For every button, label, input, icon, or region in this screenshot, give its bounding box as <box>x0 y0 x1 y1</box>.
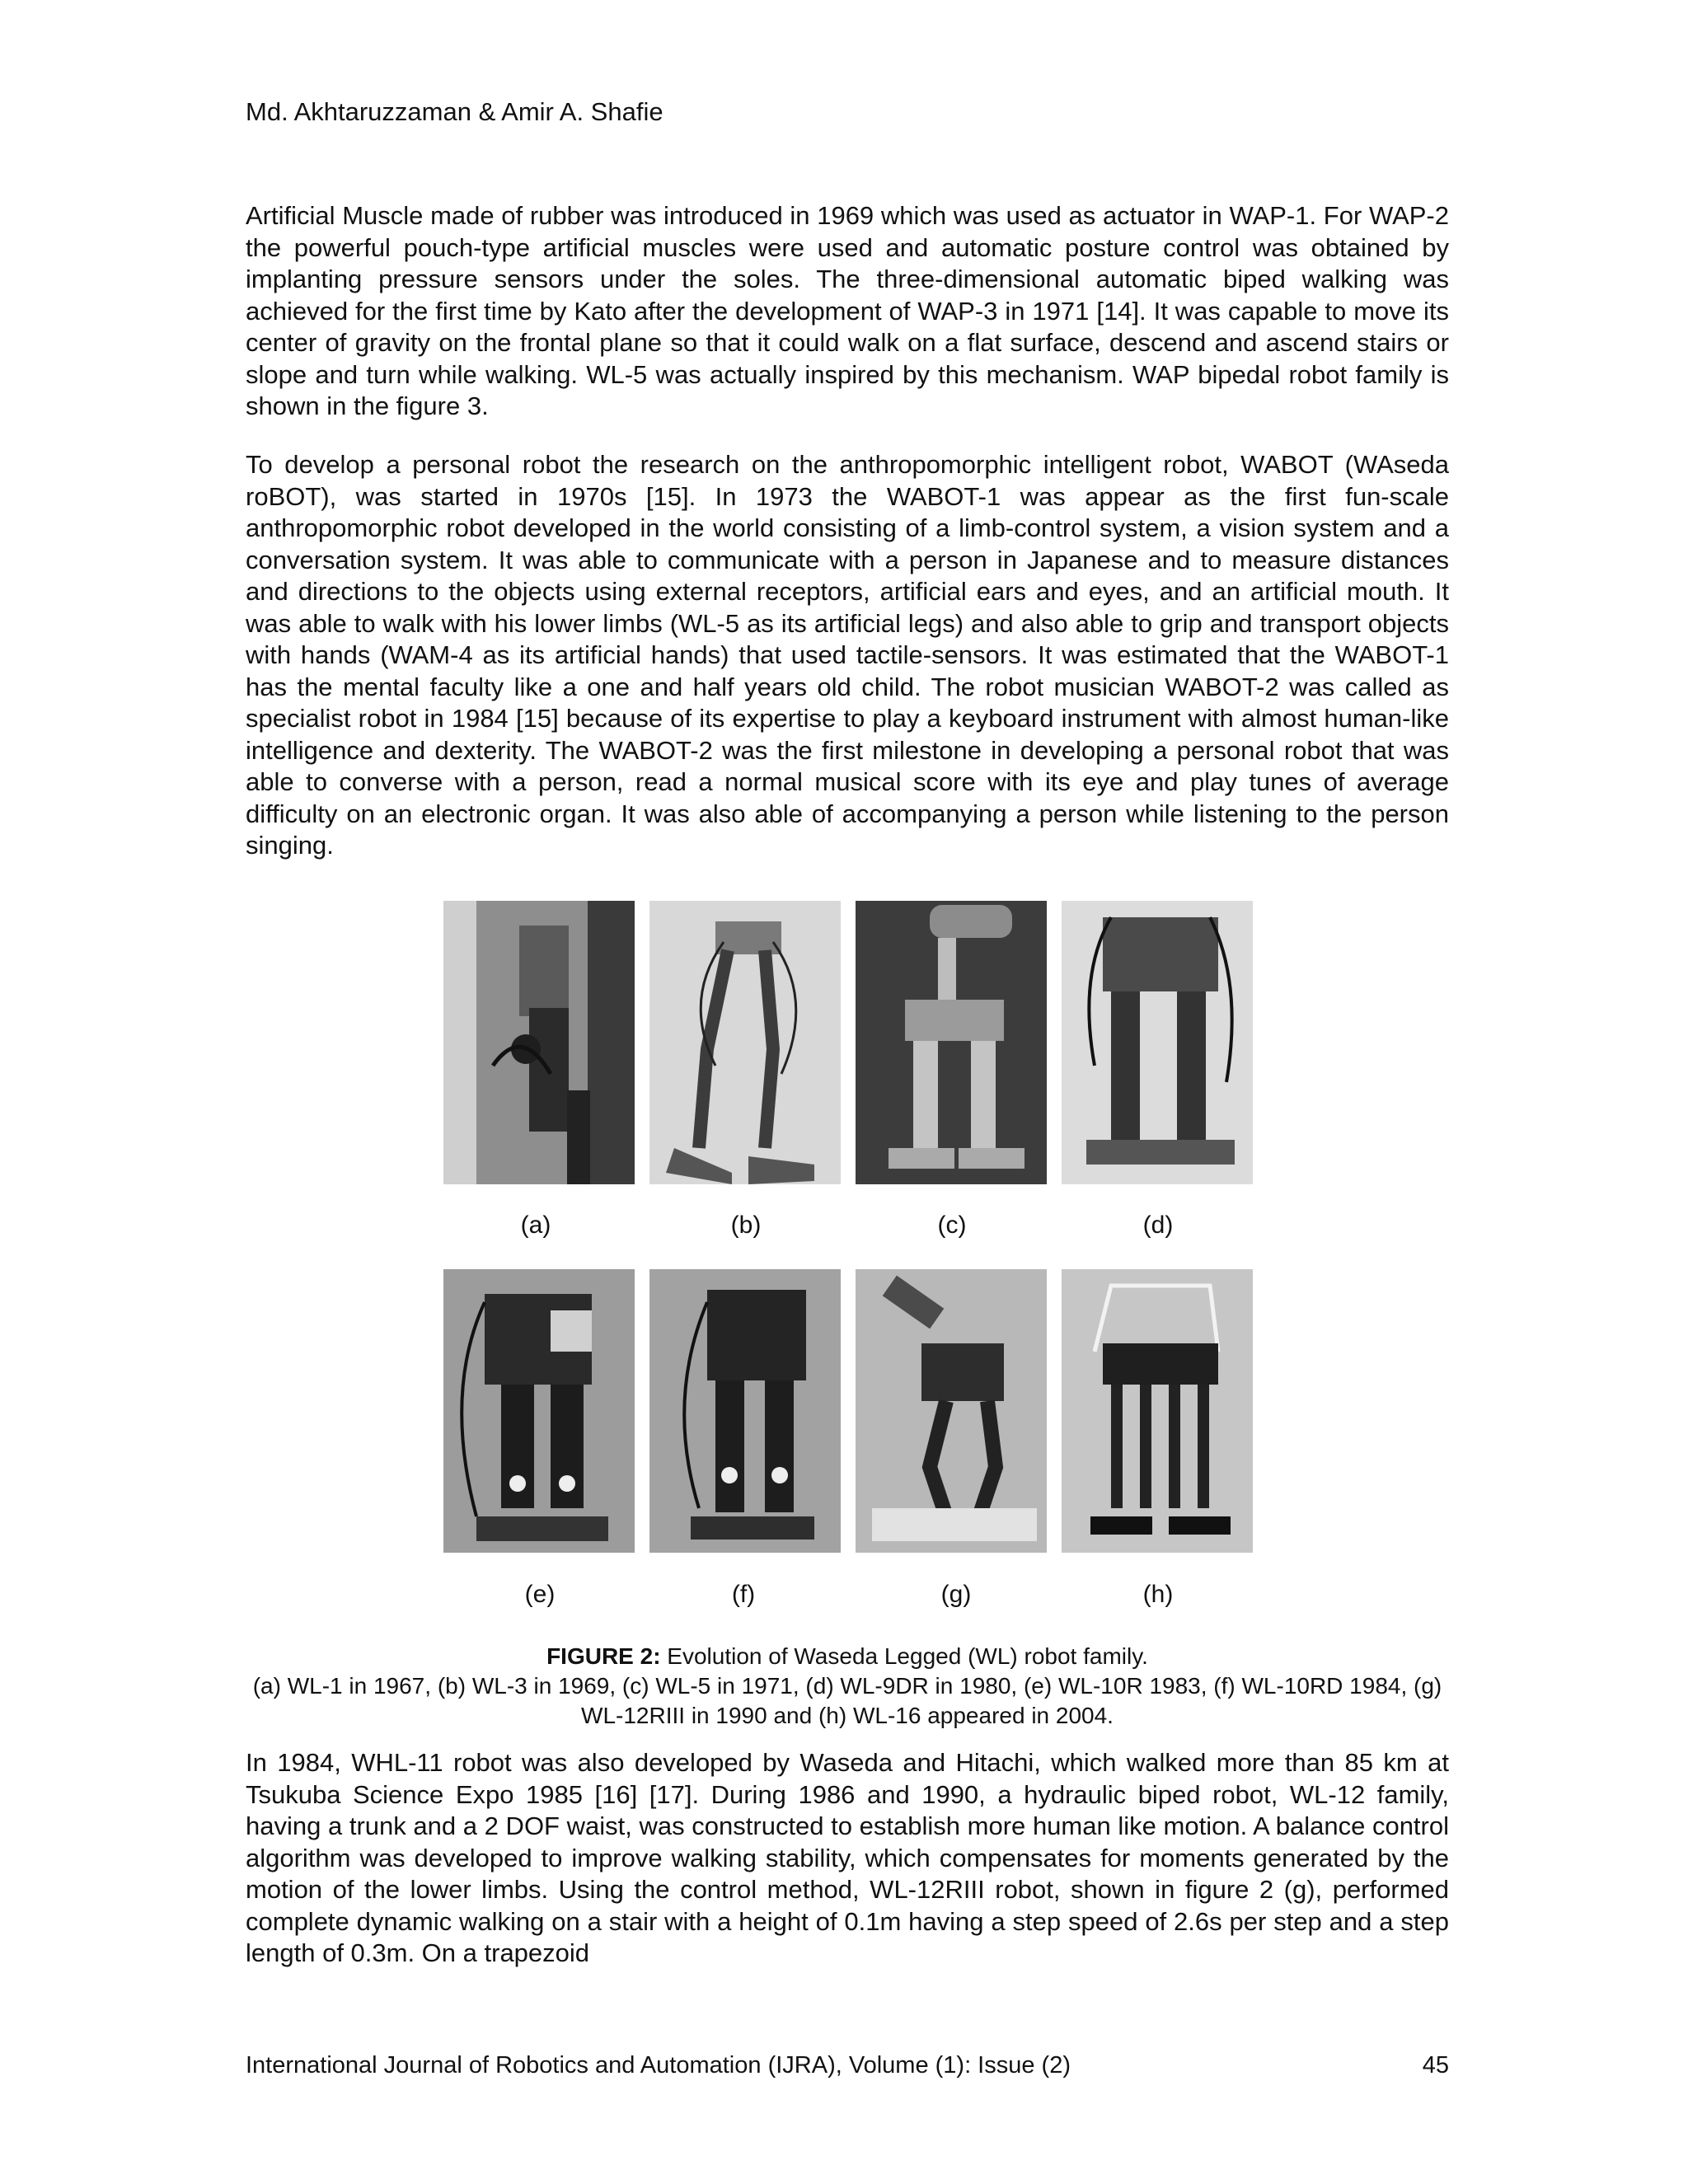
robot-photo-wl1 <box>443 901 635 1184</box>
subfigure-label-d: (d) <box>1142 1212 1174 1239</box>
body-paragraph: Artificial Muscle made of rubber was introduced in 1969 which was used as actuator in WAP-1. For WAP-2 the powerful pouch-type artificial muscles were used and automatic posture control was obtained by implanting pressure sensors under the soles. The three-dimensional automatic biped walking was achieved for the first time by Kato after the development of WAP-3 in 1971 [14]. It was capable to move its center of gravity on the frontal plane so that it could walk on a flat surface, descend and ascend stairs or slope and turn while walking. WL-5 was actually inspired by this mechanism. WAP bipedal robot family is shown in the figure 3. <box>246 201 1449 420</box>
robot-photo-wl12riii <box>856 1269 1047 1553</box>
body-paragraph: To develop a personal robot the research on the anthropomorphic intelligent robot, WABOT (WAseda roBOT), was started in 1970s [15]. In 1973 the WABOT-1 was appear as the first fun-scale anthropomorphic robot developed in the world consisting of a limb-control system, a vision system and a conversation system. It was able to communicate with a person in Japanese and to measure distances and directions to the objects using external receptors, artificial ears and eyes, and an artificial mouth. It was able to walk with his lower limbs (WL-5 as its artificial legs) and also able to grip and transport objects with hands (WAM-4 as its artificial hands) that used tactile-sensors. It was estimated that the WABOT-1 has the mental faculty like a one and half years old child. The robot musician WABOT-2 was called as specialist robot in 1984 [15] because of its expertise to play a keyboard instrument with almost human-like intelligence and dexterity. The WABOT-2 was the first milestone in developing a personal robot that was able to converse with a person, read a normal musical score with its eye and play tunes of average difficulty on an electronic organ. It was also able of accompanying a person while listening to the person singing. <box>246 450 1449 860</box>
robot-photo-wl10r <box>443 1269 635 1553</box>
robot-photo-wl3 <box>649 901 841 1184</box>
figure-caption <box>246 1642 1449 1731</box>
journal-footer: International Journal of Robotics and Automation (IJRA), Volume (1): Issue (2) <box>246 2052 1071 2079</box>
robot-photo-wl5 <box>856 901 1047 1184</box>
subfigure-label-e: (e) <box>524 1581 556 1608</box>
body-paragraph: In 1984, WHL-11 robot was also developed by Waseda and Hitachi, which walked more than 85 km at Tsukuba Science Expo 1985 [16] [17]. During 1986 and 1990, a hydraulic biped robot, WL-12 family, having a trunk and a 2 DOF waist, was constructed to establish more human like motion. A balance control algorithm was developed to improve walking stability, which compensates for moments generated by the motion of the lower limbs. Using the control method, WL-12RIII robot, shown in figure 2 (g), performed complete dynamic walking on a stair with a height of 0.1m having a step speed of 2.6s per step and a step length of 0.3m. On a trapezoid <box>246 1748 1449 1967</box>
figure-caption-label: FIGURE 2: <box>546 1643 661 1669</box>
figure-caption-title-text: Evolution of Waseda Legged (WL) robot family. <box>660 1643 1148 1669</box>
subfigure-label-c: (c) <box>937 1212 967 1239</box>
subfigure-label-h: (h) <box>1142 1581 1174 1608</box>
subfigure-label-g: (g) <box>940 1581 972 1608</box>
running-head: Md. Akhtaruzzaman & Amir A. Shafie <box>246 97 663 126</box>
subfigure-label-f: (f) <box>731 1581 756 1608</box>
subfigure-label-b: (b) <box>730 1212 762 1239</box>
figure-caption-detail: (a) WL-1 in 1967, (b) WL-3 in 1969, (c) WL-5 in 1971, (d) WL-9DR in 1980, (e) WL-10R 1983, (f) WL-10RD 1984, (g) WL-12RIII in 1990 and (h) WL-16 appeared in 2004. <box>252 1673 1442 1728</box>
figure-caption-title <box>246 1642 1449 1671</box>
page-number: 45 <box>1422 2052 1449 2079</box>
robot-photo-wl10rd <box>649 1269 841 1553</box>
robot-photo-wl16 <box>1062 1269 1253 1553</box>
robot-photo-wl9dr <box>1062 901 1253 1184</box>
subfigure-label-a: (a) <box>520 1212 551 1239</box>
